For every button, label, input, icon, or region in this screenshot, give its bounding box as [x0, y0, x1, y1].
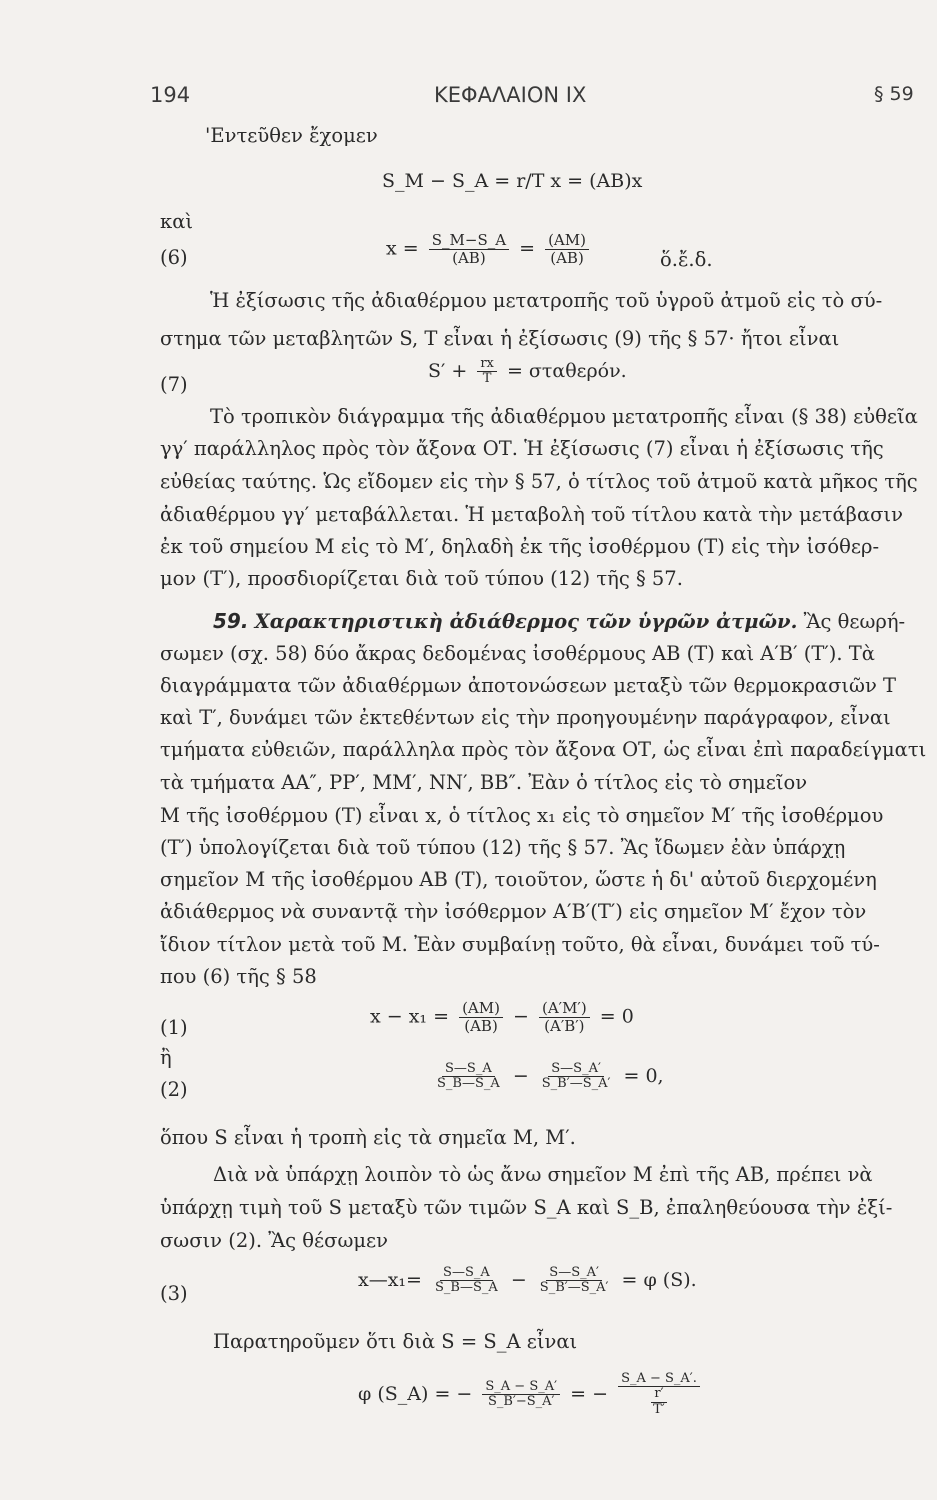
denominator: S_B′−S_A′ — [487, 1393, 555, 1409]
fraction — [432, 1266, 501, 1296]
equation-label: (2) — [160, 1078, 188, 1101]
text-line: γγ′ παράλληλος πρὸς τὸν ἄξονα ΟΤ. Ἡ ἐξίσωσις (7) εἶναι ἡ ἐξίσωσις τῆς — [160, 437, 884, 460]
denominator: T — [482, 371, 492, 387]
fraction — [618, 1372, 700, 1418]
text-line: ἀδιάθερμος νὰ συναντᾷ τὴν ἰσόθερμον Α′Β′(T′) εἰς σημεῖον Μ′ ἔχον τὸν — [160, 900, 867, 923]
equation-lhs: x − x₁ = — [370, 1005, 450, 1028]
denominator: (Α′Β′) — [544, 1016, 585, 1035]
numerator: S—S_A′ — [548, 1062, 604, 1077]
fraction — [537, 1266, 612, 1296]
text-line: τμήματα εὐθειῶν, παράλληλα πρὸς τὸν ἄξονα ΟΤ, ὡς εἶναι ἐπὶ παραδείγματι — [160, 738, 927, 761]
fraction — [482, 1380, 560, 1410]
equation-lhs: x = — [386, 237, 419, 260]
section-heading — [213, 609, 905, 633]
text-line: ὅπου S εἶναι ἡ τροπὴ εἰς τὰ σημεῖα Μ, Μ′. — [160, 1126, 576, 1149]
numerator: S—S_A′ — [546, 1266, 602, 1281]
text-line: μον (T′), προσδιορίζεται διὰ τοῦ τύπου (12) τῆς § 57. — [160, 567, 683, 590]
text-line: τὰ τμήματα ΑΑ″, ΡΡ′, ΜΜ′, ΝΝ′, ΒΒ″. Ἐὰν ὁ τίτλος εἰς τὸ σημεῖον — [160, 771, 808, 794]
text-line: καὶ T′, δυνάμει τῶν ἐκτεθέντων εἰς τὴν προηγουμένην παράγραφον, εἶναι — [160, 706, 891, 729]
fraction — [650, 1387, 668, 1417]
equation-mid: = − — [570, 1382, 609, 1405]
text-line: Διὰ νὰ ὑπάρχῃ λοιπὸν τὸ ὡς ἄνω σημεῖον Μ ἐπὶ τῆς ΑΒ, πρέπει νὰ — [213, 1163, 873, 1186]
denominator: S_B—S_A — [435, 1280, 498, 1296]
text-line: ἢ — [160, 1046, 172, 1069]
equation-rhs: = 0 — [599, 1005, 634, 1028]
fraction — [539, 1000, 590, 1035]
text-line: εὐθείας ταύτης. Ὡς εἴδομεν εἰς τὴν § 57, ὁ τίτλος τοῦ ἀτμοῦ κατὰ μῆκος τῆς — [160, 470, 918, 493]
text-line: ἐκ τοῦ σημείου Μ εἰς τὸ Μ′, δηλαδὴ ἐκ τῆς ἰσοθέρμου (T) εἰς τὴν ἰσόθερ- — [160, 535, 880, 558]
denominator — [643, 1387, 675, 1417]
text-line: (T′) ὑπολογίζεται διὰ τοῦ τύπου (12) τῆς § 57. Ἂς ἴδωμεν ἐὰν ὑπάρχῃ — [160, 836, 846, 859]
denominator: S_B—S_A — [437, 1076, 500, 1092]
denominator: T′ — [653, 1401, 665, 1417]
numerator: S—S_A — [442, 1062, 495, 1077]
equation-7 — [428, 357, 627, 387]
equation-2: $\frac{S—S\_A}{S\_B—S\_A}$ − $\frac{S—S\_A'}{S\_B'—S\_A'}$ = 0, — [430, 1062, 664, 1092]
denominator: S_B′—S_A′ — [541, 1076, 611, 1092]
numerator: (ΑΜ) — [545, 232, 589, 250]
text-line: ὑπάρχῃ τιμὴ τοῦ S μεταξὺ τῶν τιμῶν S_A καὶ S_B, ἐπαληθεύουσα τὴν ἐξί- — [160, 1196, 893, 1219]
numerator: S_A − S_A′ — [482, 1380, 560, 1395]
section-ref: § 59 — [874, 83, 914, 105]
text-line: σημεῖον Μ τῆς ἰσοθέρμου ΑΒ (T), τοιοῦτον, ὥστε ἡ δι' αὐτοῦ διερχομένη — [160, 868, 877, 891]
text-line: σωσιν (2). Ἂς θέσωμεν — [160, 1229, 388, 1252]
numerator: S—S_A — [440, 1266, 493, 1281]
text-line: ἀδιαθέρμου γγ′ μεταβάλλεται. Ἡ μεταβολὴ τοῦ τίτλου κατὰ τὴν μετάβασιν — [160, 503, 903, 526]
text-line: καὶ — [160, 210, 194, 233]
fraction — [434, 1062, 503, 1092]
denominator: S_B′—S_A′ — [539, 1280, 609, 1296]
equation-1: x − x₁ = $\frac{(AM)}{(AB)}$ − $\frac{(A'M')}{(A'B')}$ = 0 — [370, 999, 634, 1035]
text-line: Τὸ τροπικὸν διάγραμμα τῆς ἀδιαθέρμου μετατροπῆς εἶναι (§ 38) εὐθεῖα — [210, 405, 918, 428]
equation-lhs: S′ + — [428, 360, 468, 383]
text-line: που (6) τῆς § 58 — [160, 965, 317, 988]
equation-rhs: = φ (S). — [621, 1269, 697, 1292]
numerator: S_M−S_A — [429, 232, 509, 250]
fraction — [545, 232, 589, 267]
equation-phi — [358, 1372, 704, 1418]
equation-label: (3) — [160, 1282, 188, 1305]
qed-mark: ὅ.ἔ.δ. — [660, 248, 713, 271]
section-number: 59. — [213, 609, 249, 633]
denominator: (ΑΒ) — [452, 248, 486, 267]
numerator: rx — [477, 357, 497, 372]
text-fragment: Ἂς θεωρή- — [803, 610, 906, 633]
section-title: Χαρακτηριστικὴ ἀδιάθερμος τῶν ὑγρῶν ἀτμῶν. — [254, 610, 798, 633]
fraction — [459, 1000, 503, 1035]
equation-rhs: = 0, — [623, 1065, 664, 1088]
page-number: 194 — [150, 83, 191, 107]
equation-lhs: x—x₁= — [358, 1269, 422, 1292]
text-line: στημα τῶν μεταβλητῶν S, T εἶναι ἡ ἐξίσωσις (9) τῆς § 57· ἤτοι εἶναι — [160, 327, 840, 350]
fraction — [429, 232, 509, 267]
equation-lhs: φ (S_A) = − — [358, 1382, 473, 1405]
numerator: r′ — [651, 1387, 666, 1402]
numerator: (ΑΜ) — [459, 1000, 503, 1018]
text-line: Ἡ ἐξίσωσις τῆς ἀδιαθέρμου μετατροπῆς τοῦ ὑγροῦ ἀτμοῦ εἰς τὸ σύ- — [210, 289, 883, 312]
chapter-heading: ΚΕΦΑΛΑΙΟΝ IX — [434, 83, 587, 107]
fraction — [539, 1062, 614, 1092]
text-line: 'Εντεῦθεν ἔχομεν — [205, 124, 378, 147]
text-line: Μ τῆς ἰσοθέρμου (T) εἶναι x, ὁ τίτλος x₁ εἰς τὸ σημεῖον Μ′ τῆς ἰσοθέρμου — [160, 804, 884, 827]
equation-text: S_M − S_A = r/T x = (ΑΒ)x — [382, 170, 643, 192]
equation-3: x—x₁= $\frac{S—S\_A}{S\_B—S\_A}$ − $\frac{S—S\_A'}{S\_B'—S\_A'}$ = φ (S). — [358, 1265, 697, 1296]
numerator: S_A − S_A′. — [618, 1372, 700, 1387]
numerator: (Α′Μ′) — [539, 1000, 590, 1018]
equation-label: (6) — [160, 246, 188, 269]
denominator: (ΑΒ) — [550, 248, 584, 267]
text-line: σωμεν (σχ. 58) δύο ἄκρας δεδομένας ἰσοθέρμους ΑΒ (T) καὶ Α′Β′ (T′). Τὰ — [160, 642, 875, 665]
equation-label: (1) — [160, 1016, 188, 1039]
equation-rhs: = σταθερόν. — [506, 360, 627, 383]
text-line: ἴδιον τίτλον μετὰ τοῦ Μ. Ἐὰν συμβαίνῃ τοῦτο, θὰ εἶναι, δυνάμει τοῦ τύ- — [160, 933, 880, 956]
equation-6: x = $\frac{S\_M-S\_A}{(AB)}$ = $\frac{(AM)}{(AB)}$ — [386, 232, 593, 267]
text-line: διαγράμματα τῶν ἀδιαθέρμων ἀποτονώσεων μεταξὺ τῶν θερμοκρασιῶν T — [160, 674, 897, 697]
fraction — [477, 357, 497, 387]
text-line: Παρατηροῦμεν ὅτι διὰ S = S_A εἶναι — [213, 1330, 578, 1353]
equation-label: (7) — [160, 373, 188, 396]
denominator: (ΑΒ) — [464, 1016, 498, 1035]
equation-a — [382, 170, 642, 192]
